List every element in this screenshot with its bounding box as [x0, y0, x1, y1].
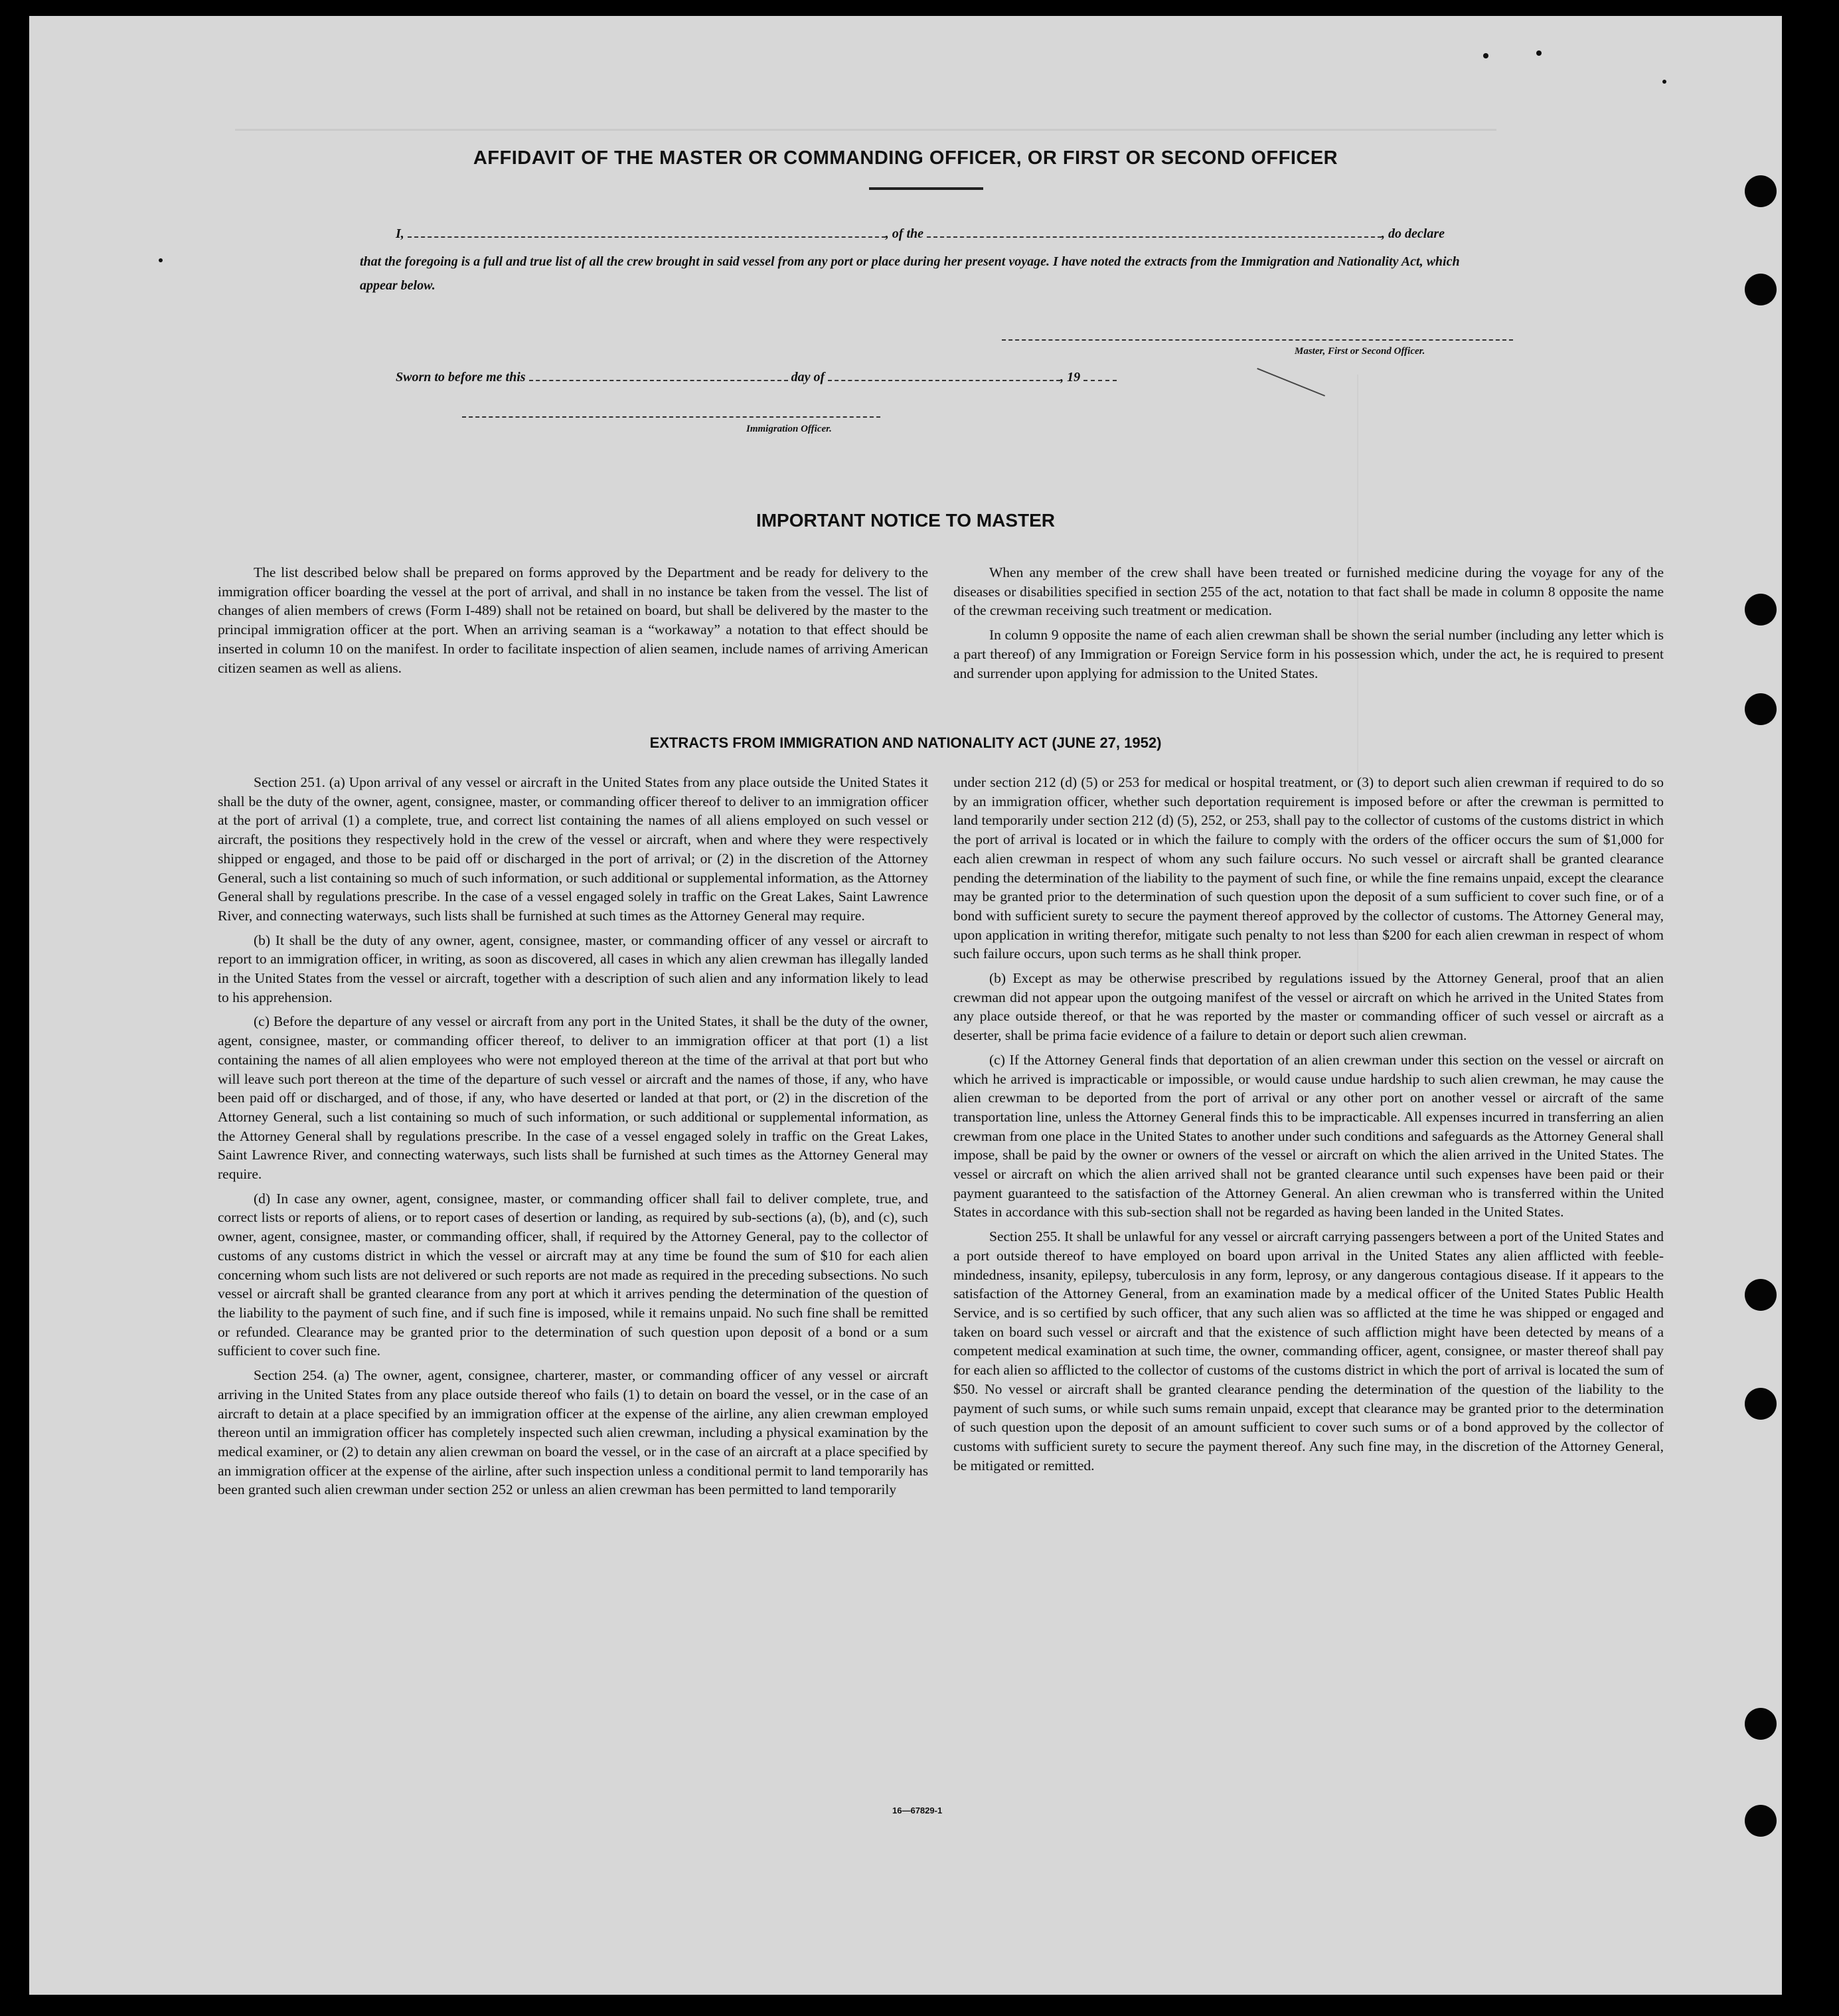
- master-signature-caption: Master, First or Second Officer.: [1295, 346, 1425, 357]
- notice-paragraph: The list described below shall be prepared on forms approved by the Department and be ready for delivery to the immigration officer boarding the vessel at the port of arrival, and shall in no instance be taken from the vessel. The list of changes of alien members of crews (Form I-489) shall not be retained on board, but shall be delivered by the master to the principal immigration officer at the port. When an arriving seaman is a “workaway” a notation to that effect should be inserted in column 10 on the manifest. In order to facilitate inspection of alien seamen, include names of arriving American citizen seamen as well as aliens.: [218, 564, 928, 676]
- immigration-officer-caption: Immigration Officer.: [746, 424, 832, 434]
- sworn-date-field[interactable]: [529, 368, 788, 381]
- extract-paragraph: Section 251. (a) Upon arrival of any vessel or aircraft in the United States from any place outside the United States it shall be the duty of the owner, agent, consignee, master, or commanding officer thereof to deliver to an immigration officer at the port of arrival (1) a complete, true, and correct list containing the names of all aliens employed on such vessel or aircraft, the positions they respectively hold in the crew of the vessel or aircraft, when and where they were respectively shipped or engaged, and those to be paid off or discharged in the port of arrival; or (2) in the discretion of the Attorney General, such a list containing so much of such information, or such additional or supplemental information, as the Attorney General shall by regulations prescribe. In the case of a vessel engaged solely in traffic on the Great Lakes, Saint Lawrence River, and connecting waterways, such lists shall be furnished at such times as the Attorney General may require.: [218, 774, 928, 924]
- document-page: [29, 16, 1782, 1995]
- pen-stroke: [1257, 368, 1325, 396]
- extract-paragraph: (d) In case any owner, agent, consignee, master, or commanding officer shall fail to deliver complete, true, and correct lists or reports of aliens, or to report cases of desertion or landing, as required by sub-sections (a), (b), and (c), such owner, agent, consignee, master, or commanding officer, shall, if required by the Attorney General, pay to the collector of customs of any customs district in which the vessel or aircraft may at any time be found the sum of $10 for each alien concerning whom such lists are not delivered or such reports are not made as required in the preceding subsections. No such vessel or aircraft shall be granted clearance from any port at which it arrives pending the determination of the question of the liability to the payment of such fine, and if such fine is imposed, while it remains unpaid. No such fine shall be remitted or refunded. Clearance may be granted prior to the determination of such question upon deposit of a bond or a sum sufficient to cover such fine.: [218, 1190, 928, 1359]
- ink-speck: [1536, 50, 1542, 56]
- notice-paragraph: In column 9 opposite the name of each alien crewman shall be shown the serial number (including any letter which is a part thereof) of any Immigration or Foreign Service form in his possession which, under the act, he is required to present and surrender upon applying for admission to the United States.: [953, 627, 1664, 681]
- extracts-left-column: [218, 773, 928, 1505]
- notice-right-column: [953, 563, 1664, 688]
- sworn-month-field[interactable]: [828, 368, 1060, 381]
- punch-hole: [1745, 1805, 1777, 1837]
- extract-paragraph: Section 254. (a) The owner, agent, consignee, charterer, master, or commanding officer of any vessel or aircraft arriving in the United States from any place outside thereof who fails (1) to detain on board the vessel, or in the case of an aircraft to detain at a place specified by an immigration officer at the expense of the airline, any alien crewman employed thereon until an immigration officer has completely inspected such alien crewman, including a physical examination by the medical examiner, or (2) to detain any alien crewman on board the vessel, or in the case of an aircraft at a place specified by an immigration officer at the expense of the airline, after such inspection unless a conditional permit to land temporarily has been granted such alien crewman under section 252 or unless an alien crewman has been permitted to land temporarily: [218, 1367, 928, 1498]
- year-prefix-label: , 19: [1060, 370, 1081, 384]
- extract-paragraph: (b) It shall be the duty of any owner, agent, consignee, master, or commanding officer of any vessel or aircraft to report to an immigration officer, in writing, as soon as discovered, all cases in which any alien crewman has illegally landed in the United States from the vessel or aircraft, together with a description of such alien and any information likely to lead to his apprehension.: [218, 932, 928, 1005]
- immigration-officer-signature-line[interactable]: [462, 416, 880, 418]
- ink-speck: [159, 258, 163, 262]
- extracts-right-column: [953, 773, 1664, 1480]
- extract-paragraph: (c) If the Attorney General finds that deportation of an alien crewman under this section on the vessel or aircraft on which he arrived is impracticable or impossible, or would cause undue hardship to such alien crewman, he may cause the alien crewman to be deported from the port of arrival or any other port on another vessel or aircraft of the same transportation line, unless the Attorney General finds this to be impracticable. All expenses incurred in transferring an alien crewman from one place in the United States to another under such conditions and safeguards as the Attorney General shall impose, shall be paid by the owner or owners of the vessel or aircraft on which the alien arrived in the United States. The vessel or aircraft on which the alien arrived shall not be granted clearance until such expenses have been paid or their payment guaranteed to the satisfaction of the Attorney General. An alien crewman who is transferred within the United States in accordance with this sub-section shall not be regarded as having been landed in the United States.: [953, 1051, 1664, 1220]
- punch-hole: [1745, 175, 1777, 207]
- master-signature-line[interactable]: [1002, 339, 1513, 341]
- extract-paragraph: (c) Before the departure of any vessel or aircraft from any port in the United States, it shall be the duty of the owner, agent, consignee, master, or commanding officer thereof, to deliver to an immigration officer at that port (1) a list containing the names of all alien employees who were not employed thereon at the time of the arrival at that port but who will leave such port thereon at the time of the departure of such vessel or aircraft and the names of those, if any, who have been paid off or discharged, and of those, if any, who have deserted or landed at that port, or (2) in the discretion of the Attorney General, such a list containing so much of such information, or such additional or supplemental information, as the Attorney General shall by regulations prescribe. In the case of a vessel engaged solely in traffic on the Great Lakes, Saint Lawrence River, and connecting waterways, such lists shall be furnished at such times as the Attorney General may require.: [218, 1013, 928, 1183]
- punch-hole: [1745, 693, 1777, 725]
- notice-paragraph: When any member of the crew shall have been treated or furnished medicine during the voyage for any of the diseases or disabilities specified in section 255 of the act, notation to that fact shall be made in column 8 opposite the name of the crewman receiving such treatment or medication.: [953, 564, 1664, 619]
- title-underline: [869, 187, 983, 190]
- sworn-line: [396, 368, 1117, 385]
- extract-paragraph: under section 212 (d) (5) or 253 for medical or hospital treatment, or (3) to deport such alien crewman if required to do so by an immigration officer, whether such deportation requirement is imposed before or after the crewman is permitted to land temporarily under section 212 (d) (5), 252, or 253, shall pay to the collector of customs of the customs district in which the port of arrival is located or in which the failure to comply with the orders of the officer occurs the sum of $1,000 for each alien crewman in respect of whom any such failure occurs. No such vessel or aircraft shall be granted clearance pending the determination of the liability to the payment of such fine, or while the fine remains unpaid, except the clearance may be granted prior to the determination of such question upon the deposit of a sum sufficient to cover such fine, or of a bond with sufficient surety to secure the payment thereof approved by the collector of customs. The Attorney General may, upon application in writing therefor, mitigate such penalty to not less than $200 for each alien crewman in respect of whom such failure occurs, upon such terms as he shall think proper.: [953, 774, 1664, 962]
- ink-speck: [1662, 80, 1666, 84]
- day-of-label: day of: [791, 370, 825, 384]
- punch-hole: [1745, 1708, 1777, 1740]
- of-the-label: , of the: [885, 226, 924, 241]
- punch-hole: [1745, 594, 1777, 626]
- ink-speck: [1483, 53, 1488, 58]
- officer-name-field[interactable]: [408, 224, 886, 238]
- notice-heading: IMPORTANT NOTICE TO MASTER: [756, 510, 1056, 531]
- extracts-heading: EXTRACTS FROM IMMIGRATION AND NATIONALITY ACT (JUNE 27, 1952): [649, 734, 1162, 751]
- pronoun-label: I,: [396, 226, 404, 241]
- punch-hole: [1745, 1279, 1777, 1311]
- sworn-year-field[interactable]: [1083, 368, 1117, 381]
- sworn-label: Sworn to before me this: [396, 370, 526, 384]
- extract-paragraph: (b) Except as may be otherwise prescribed by regulations issued by the Attorney General, proof that an alien crewman did not appear upon the outgoing manifest of the vessel or aircraft on which he arrived in the United States from any place outside thereof, or that he was reported by the master or commanding officer of such vessel or aircraft as a deserter, shall be prima facie evidence of a failure to detain or deport such alien crewman.: [953, 970, 1664, 1044]
- extract-paragraph: Section 255. It shall be unlawful for any vessel or aircraft carrying passengers between a port of the United States and a port outside thereof to have employed on board upon arrival in the United States any alien afflicted with feeble-mindedness, insanity, epilepsy, tuberculosis in any form, leprosy, or any dangerous contagious disease. If it appears to the satisfaction of the Attorney General, from an examination made by a medical officer of the United States Public Health Service, and is so certified by such officer, that any such alien was so afflicted at the time he was shipped or engaged and taken on board such vessel or aircraft and that the existence of such affliction might have been detected by means of a competent medical examination at such time, the owner, commanding officer, agent, consignee, or master thereof shall pay for each alien so afflicted to the collector of customs of the customs district in which the port of arrival is located the sum of $50. No vessel or aircraft shall be granted clearance pending the determination of the question of the liability to the payment of such sums, or while such sums remain unpaid, except that clearance may be granted prior to the determination of such question upon the deposit of an amount sufficient to cover such sums or of a bond approved by the collector of customs with sufficient surety to secure the payment thereof. Any such fine may, in the discretion of the Attorney General, be mitigated or remitted.: [953, 1228, 1664, 1473]
- notice-left-column: [218, 563, 928, 683]
- declaration-text: that the foregoing is a full and true list of all the crew brought in said vessel from any port or place during her present voyage. I have noted the extracts from the Immigration and Nationality Act, which appear below.: [360, 254, 1460, 293]
- punch-hole: [1745, 1388, 1777, 1420]
- affidavit-title: AFFIDAVIT OF THE MASTER OR COMMANDING OFFICER, OR FIRST OR SECOND OFFICER: [473, 147, 1338, 169]
- vessel-name-field[interactable]: [927, 224, 1382, 238]
- form-code: 16—67829-1: [892, 1806, 943, 1815]
- punch-hole: [1745, 274, 1777, 305]
- declaration-line: [396, 224, 1445, 242]
- do-declare-label: , do declare: [1382, 226, 1445, 241]
